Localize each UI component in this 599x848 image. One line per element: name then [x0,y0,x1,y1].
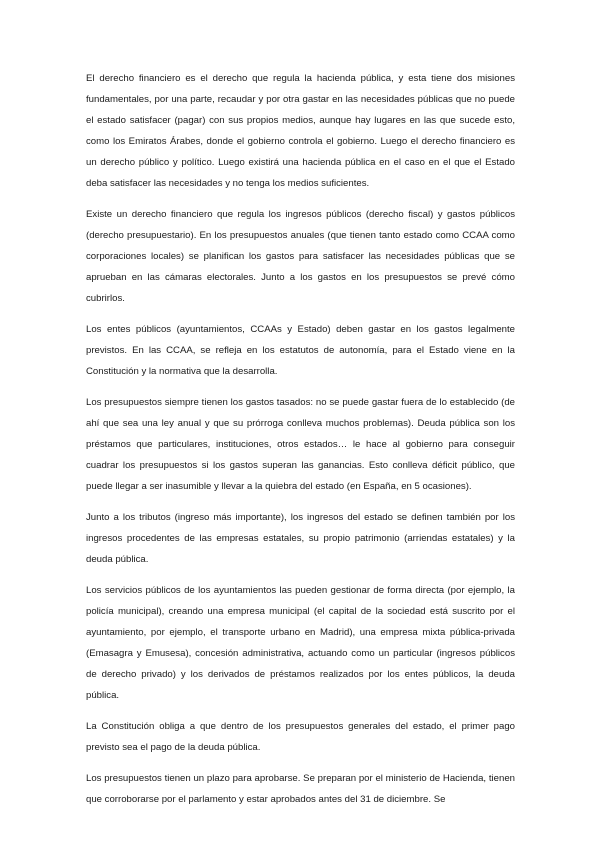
paragraph: Los servicios públicos de los ayuntamientos las pueden gestionar de forma directa (por ejemplo, la policía municipal), creando una empresa municipal (el capital de la sociedad está suscrito por el ayuntamiento, por ejemplo, el transporte urbano en Madrid), una empresa mixta pública-privada (Emasagra y Emusesa), concesión administrativa, actuando como un particular (ingresos públicos de derecho privado) y los derivados de préstamos realizados por los entes públicos, la deuda pública. [86,585,515,701]
paragraph: Los entes públicos (ayuntamientos, CCAAs y Estado) deben gastar en los gastos legalmente previstos. En las CCAA, se refleja en los estatutos de autonomía, para el Estado viene en la Constitución y la normativa que la desarrolla. [86,324,515,377]
paragraph: Junto a los tributos (ingreso más importante), los ingresos del estado se definen también por los ingresos procedentes de las empresas estatales, su propio patrimonio (arriendas estatales) y la deuda pública. [86,512,515,565]
document-body [86,68,515,820]
paragraph: El derecho financiero es el derecho que regula la hacienda pública, y esta tiene dos misiones fundamentales, por una parte, recaudar y por otra gastar en las necesidades públicas que no puede el estado satisfacer (pagar) con sus propios medios, aunque hay lugares en las que sucede esto, como los Emiratos Árabes, donde el gobierno controla el gobierno. Luego el derecho financiero es un derecho público y político. Luego existirá una hacienda pública en el caso en el que el Estado deba satisfacer las necesidades y no tenga los medios suficientes. [86,73,515,189]
paragraph: Los presupuestos tienen un plazo para aprobarse. Se preparan por el ministerio de Hacienda, tienen que corroborarse por el parlamento y estar aprobados antes del 31 de diciembre. Se [86,773,515,805]
paragraph: La Constitución obliga a que dentro de los presupuestos generales del estado, el primer pago previsto sea el pago de la deuda pública. [86,721,515,753]
paragraph: Existe un derecho financiero que regula los ingresos públicos (derecho fiscal) y gastos públicos (derecho presupuestario). En los presupuestos anuales (que tienen tanto estado como CCAA como corporaciones locales) se planifican los gastos para satisfacer las necesidades públicas que se aprueban en las cámaras electorales. Junto a los gastos en los presupuestos se prevé cómo cubrirlos. [86,209,515,304]
paragraph: Los presupuestos siempre tienen los gastos tasados: no se puede gastar fuera de lo establecido (de ahí que sea una ley anual y que su prórroga conlleva muchos problemas). Deuda pública son los préstamos que particulares, instituciones, otros estados… le hace al gobierno para conseguir cuadrar los presupuestos si los gastos superan las ganancias. Esto conlleva déficit público, que puede llegar a ser inasumible y llevar a la quiebra del estado (en España, en 5 ocasiones). [86,397,515,492]
